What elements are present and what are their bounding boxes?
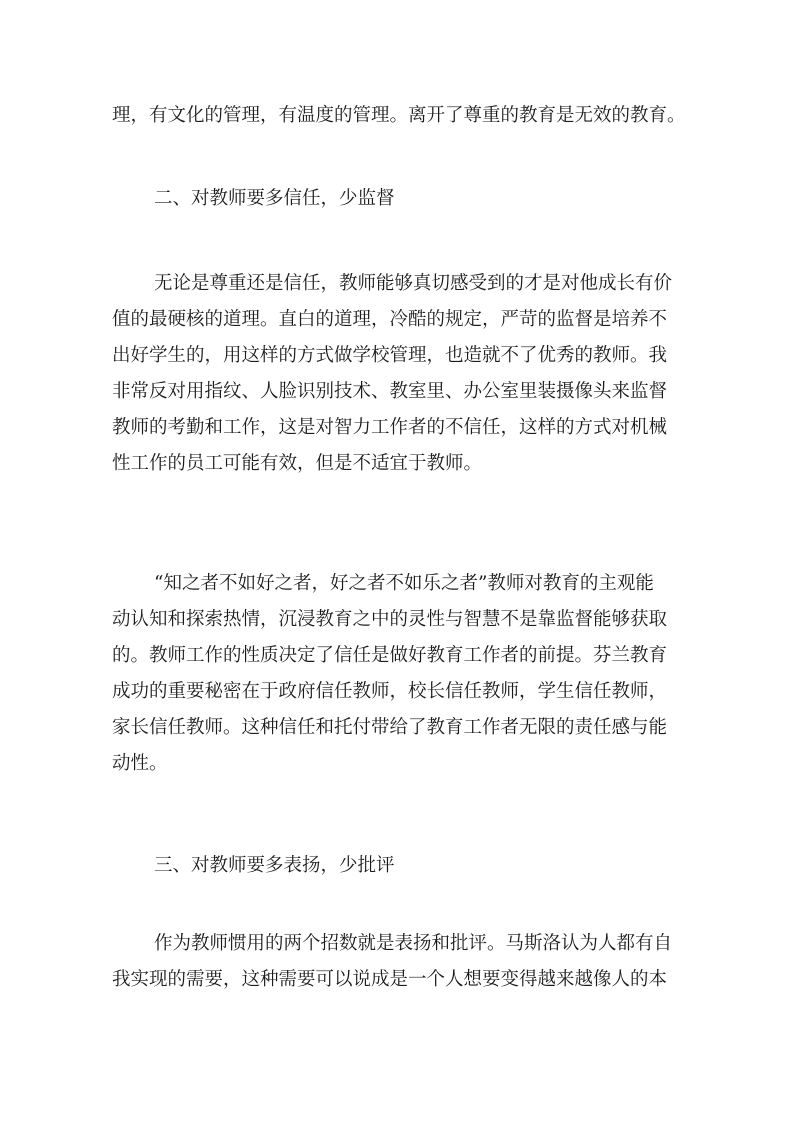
- text-line: 教师的考勤和工作，这是对智力工作者的不信任，这样的方式对机械: [112, 417, 668, 438]
- text-line: 动认知和探索热情，沉浸教育之中的灵性与智慧不是靠监督能够获取: [112, 609, 668, 630]
- text-line: 值的最硬核的道理。直白的道理，冷酷的规定，严苛的监督是培养不: [112, 309, 668, 330]
- text-line: 出好学生的，用这样的方式做学校管理，也造就不了优秀的教师。我: [112, 345, 668, 366]
- section-heading-2: [112, 181, 726, 217]
- section-heading-3: [112, 848, 726, 884]
- body-paragraph-intro-tail: [112, 98, 684, 134]
- body-paragraph-trust-2: [112, 566, 684, 782]
- text-line: 我实现的需要，这种需要可以说成是一个人想要变得越来越像人的本: [112, 969, 668, 990]
- body-paragraph-trust-1: [112, 266, 684, 482]
- text-line: 家长信任教师。这种信任和托付带给了教育工作者无限的责任感与能: [112, 717, 668, 738]
- heading-text: 二、对教师要多信任，少监督: [154, 188, 395, 209]
- text-line: 理，有文化的管理，有温度的管理。离开了尊重的教育是无效的教育。: [112, 105, 686, 126]
- text-line: 动性。: [112, 753, 168, 774]
- text-line: 性工作的员工可能有效，但是不适宜于教师。: [112, 453, 483, 474]
- text-line: 非常反对用指纹、人脸识别技术、教室里、办公室里装摄像头来监督: [112, 381, 668, 402]
- heading-text: 三、对教师要多表扬，少批评: [154, 855, 395, 876]
- text-line: 的。教师工作的性质决定了信任是做好教育工作者的前提。芬兰教育: [112, 645, 668, 666]
- text-line: “知之者不如好之者，好之者不如乐之者”教师对教育的主观能: [154, 573, 654, 594]
- text-line: 作为教师惯用的两个招数就是表扬和批评。马斯洛认为人都有自: [154, 933, 673, 954]
- text-line: 无论是尊重还是信任，教师能够真切感受到的才是对他成长有价: [154, 273, 673, 294]
- text-line: 成功的重要秘密在于政府信任教师，校长信任教师，学生信任教师，: [112, 681, 668, 702]
- body-paragraph-praise-1: [112, 926, 684, 998]
